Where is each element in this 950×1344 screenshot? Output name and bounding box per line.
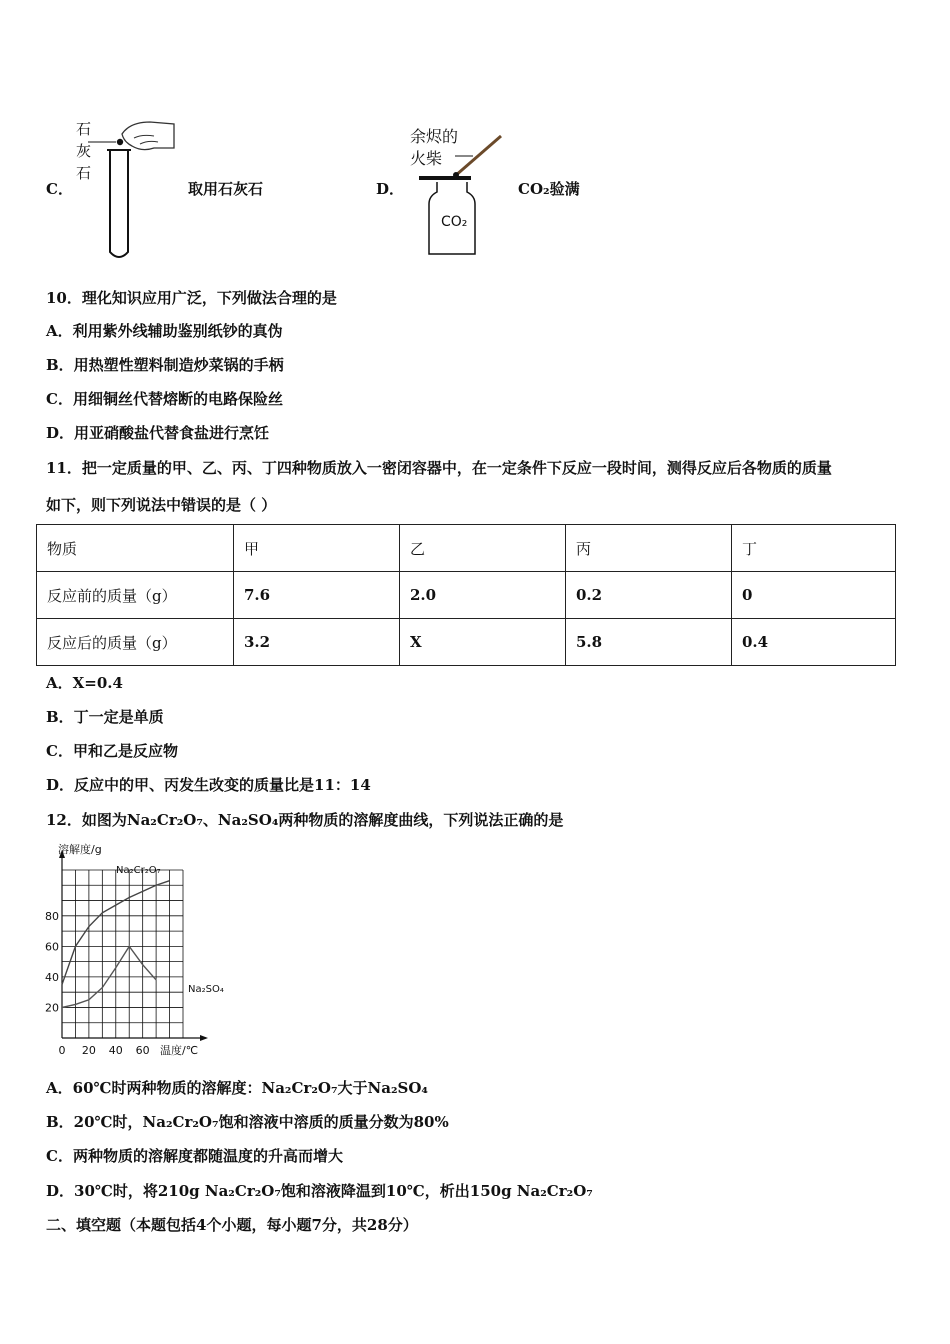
x-axis-arrow <box>200 1035 208 1041</box>
table-header-cell: 丁 <box>732 525 896 572</box>
label-char: 灰 <box>76 142 92 160</box>
q10-option-c: C．用细铜丝代替熔断的电路保险丝 <box>46 390 283 408</box>
glass-plate <box>419 176 471 180</box>
table-header-row <box>37 525 896 572</box>
q10-option-a: A．利用紫外线辅助鉴别纸钞的真伪 <box>46 322 283 340</box>
solubility-chart <box>40 838 240 1064</box>
q10-option-b: B．用热塑性塑料制造炒菜锅的手柄 <box>46 356 284 374</box>
label-char: 石 <box>76 164 92 182</box>
table-cell: 0.4 <box>732 619 896 666</box>
q11-option-b: B．丁一定是单质 <box>46 708 164 726</box>
option-caption: CO₂验满 <box>518 180 580 198</box>
y-tick-label: 60 <box>45 940 59 954</box>
y-tick-label: 20 <box>45 1001 59 1015</box>
table-header-cell: 甲 <box>234 525 400 572</box>
limestone-piece <box>117 139 123 145</box>
match-label: 火柴 <box>410 149 443 168</box>
table-header-cell: 乙 <box>400 525 566 572</box>
hand-icon <box>122 122 174 150</box>
y-tick-label: 80 <box>45 909 59 923</box>
x-axis-label: 温度/℃ <box>160 1044 199 1057</box>
y-tick-label: 40 <box>45 970 59 984</box>
match-label: 余烬的 <box>410 127 459 146</box>
label-char: 石 <box>76 120 92 138</box>
table-cell: X <box>400 619 566 666</box>
x-tick-label: 40 <box>108 1044 123 1057</box>
gas-bottle-illustration <box>415 130 515 260</box>
q11-option-a: A．X=0.4 <box>46 674 123 692</box>
mass-table <box>36 524 896 666</box>
series-label-na2so4: Na₂SO₄ <box>188 984 224 995</box>
table-header-cell: 丙 <box>566 525 732 572</box>
q11-stem-line2: 如下，则下列说法中错误的是（ ） <box>46 496 277 514</box>
bottle-label: CO₂ <box>441 214 468 230</box>
test-tube <box>107 150 131 257</box>
q12-stem: 12．如图为Na₂Cr₂O₇、Na₂SO₄两种物质的溶解度曲线，下列说法正确的是 <box>46 811 564 829</box>
option-letter: C． <box>46 180 73 198</box>
option-caption: 取用石灰石 <box>188 180 264 198</box>
q11-stem-line1: 11．把一定质量的甲、乙、丙、丁四种物质放入一密闭容器中，在一定条件下反应一段时间，测得反应后各物质的质量 <box>46 459 832 477</box>
q10-stem: 10．理化知识应用广泛，下列做法合理的是 <box>46 289 337 307</box>
table-row <box>37 619 896 666</box>
series-label-na2cr2o7: Na₂Cr₂O₇ <box>116 865 161 876</box>
x-tick-label: 20 <box>81 1044 96 1057</box>
table-cell: 反应前的质量（g） <box>37 572 234 619</box>
x-tick-label: 0 <box>58 1044 66 1057</box>
q12-option-c: C．两种物质的溶解度都随温度的升高而增大 <box>46 1147 343 1165</box>
q12-option-a: A．60℃时两种物质的溶解度：Na₂Cr₂O₇大于Na₂SO₄ <box>46 1079 429 1097</box>
section-heading: 二、填空题（本题包括4个小题，每小题7分，共28分） <box>46 1216 418 1234</box>
table-row <box>37 572 896 619</box>
y-axis-label: 溶解度/g <box>58 843 102 856</box>
table-cell: 0.2 <box>566 572 732 619</box>
table-cell: 5.8 <box>566 619 732 666</box>
table-cell: 3.2 <box>234 619 400 666</box>
option-letter: D． <box>376 180 405 198</box>
q11-option-d: D．反应中的甲、丙发生改变的质量比是11：14 <box>46 776 371 794</box>
table-cell: 0 <box>732 572 896 619</box>
table-cell: 2.0 <box>400 572 566 619</box>
q12-option-b: B．20℃时，Na₂Cr₂O₇饱和溶液中溶质的质量分数为80% <box>46 1113 449 1131</box>
table-cell: 7.6 <box>234 572 400 619</box>
table-header-cell: 物质 <box>37 525 234 572</box>
q12-option-d: D．30℃时，将210g Na₂Cr₂O₇饱和溶液降温到10℃，析出150g Na₂Cr₂O₇ <box>46 1182 593 1200</box>
table-cell: 反应后的质量（g） <box>37 619 234 666</box>
q10-option-d: D．用亚硝酸盐代替食盐进行烹饪 <box>46 424 270 442</box>
q11-option-c: C．甲和乙是反应物 <box>46 742 178 760</box>
x-tick-label: 60 <box>135 1044 150 1057</box>
